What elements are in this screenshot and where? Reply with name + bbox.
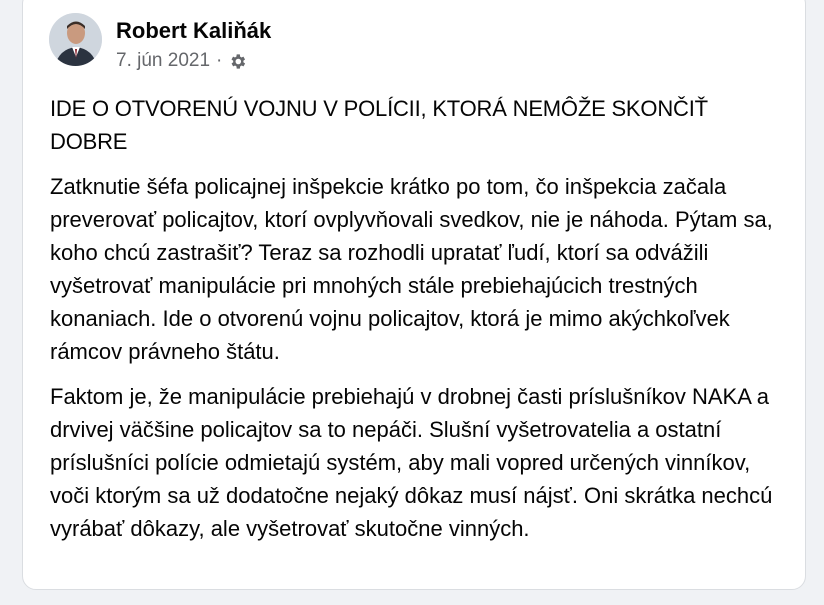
- post-headline: IDE O OTVORENÚ VOJNU V POLÍCII, KTORÁ NEMÔŽE SKONČIŤ DOBRE: [50, 96, 708, 154]
- separator-dot: ·: [216, 50, 223, 71]
- avatar[interactable]: [49, 13, 102, 66]
- post-meta: [116, 13, 271, 73]
- post-date[interactable]: 7. jún 2021: [116, 50, 211, 71]
- post-paragraph-1: Zatknutie šéfa policajnej inšpekcie krátko po tom, čo inšpekcia začala preverovať policajtov, ktorí ovplyvňovali svedkov, nie je náhoda. Pýtam sa, koho chcú zastrašiť? Teraz sa rozhodli upratať ľudí, ktorí sa odvážili vyšetrovať manipulácie pri mnohých stále prebiehajúcich trestných konaniach. Ide o otvorenú vojnu policajtov, ktorá je mimo akýchkoľvek rámcov právneho štátu.: [50, 174, 773, 364]
- post-subline: [116, 49, 271, 73]
- author-name[interactable]: Robert Kaliňák: [116, 18, 272, 43]
- post-header: [49, 13, 271, 73]
- post-card: [22, 0, 806, 590]
- avatar-image: [49, 13, 102, 66]
- post-body: [50, 92, 790, 557]
- post-paragraph-2: Faktom je, že manipulácie prebiehajú v drobnej časti príslušníkov NAKA a drvivej väčšine policajtov sa to nepáči. Slušní vyšetrovatelia a ostatní príslušníci polície odmietajú systém, aby mali vopred určených vinníkov, voči ktorým sa už dodatočne nejaký dôkaz musí nájsť. Oni skrátka nechcú vyrábať dôkazy, ale vyšetrovať skutočne vinných.: [50, 384, 773, 541]
- gear-icon[interactable]: [228, 52, 247, 71]
